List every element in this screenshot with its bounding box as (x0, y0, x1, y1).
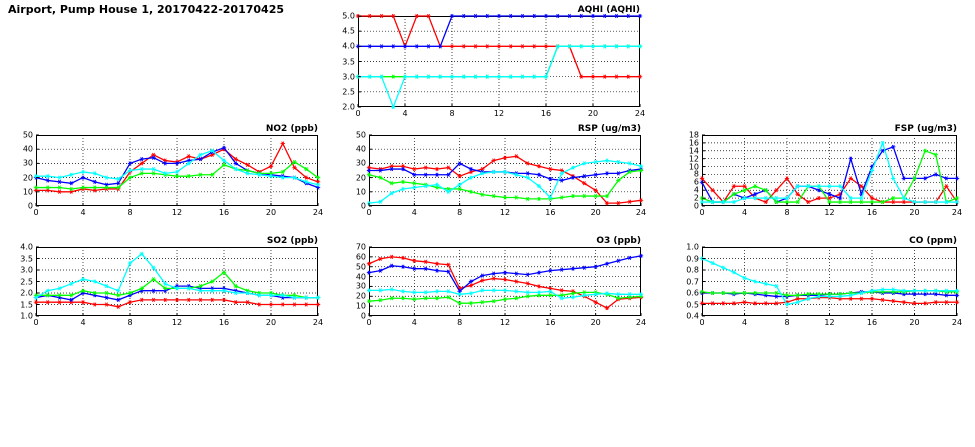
y-tick-label: 50 (355, 262, 366, 272)
plot-title-rsp: RSP (ug/m3) (577, 124, 641, 134)
x-tick-label: 16 (218, 208, 230, 217)
plot-title-o3: O3 (ppb) (596, 236, 641, 246)
y-tick-label: 30 (355, 281, 366, 291)
x-tick-label: 0 (33, 318, 39, 327)
x-tick-label: 20 (587, 109, 599, 118)
x-tick-label: 20 (590, 208, 601, 217)
y-tick-label: 12 (688, 154, 699, 164)
x-tick-label: 4 (80, 318, 86, 327)
y-tick-label: 70 (355, 242, 366, 252)
x-tick-label: 20 (909, 208, 920, 217)
chart-panel-fsp (676, 124, 963, 220)
x-tick-label: 24 (635, 208, 647, 217)
y-tick-label: 14 (688, 146, 699, 156)
x-tick-label: 20 (590, 318, 601, 327)
y-tick-label: 18 (688, 130, 699, 140)
chart-svg-no2 (10, 130, 320, 220)
x-tick-label: 24 (635, 318, 647, 327)
y-tick-label: 4.5 (342, 26, 355, 36)
page-title: Airport, Pump House 1, 20170422-20170425 (8, 3, 285, 16)
x-tick-label: 12 (824, 208, 835, 217)
y-tick-label: 3.5 (20, 254, 33, 263)
y-tick-label: 5.0 (342, 11, 355, 21)
y-tick-label: 2.0 (20, 288, 33, 298)
y-tick-label: 40 (22, 144, 33, 154)
y-tick-label: 3.0 (20, 265, 33, 275)
plot-title-no2: NO2 (ppb) (265, 124, 318, 134)
y-tick-label: 20 (22, 173, 33, 183)
x-tick-label: 24 (951, 318, 963, 327)
y-tick-label: 0.9 (686, 254, 699, 263)
x-tick-label: 24 (312, 318, 324, 327)
chart-panel-aqhi (332, 5, 646, 121)
x-tick-label: 12 (499, 208, 511, 217)
y-tick-label: 3.5 (342, 57, 355, 66)
y-tick-label: 0.4 (686, 311, 699, 321)
y-tick-label: 10 (355, 301, 366, 311)
x-tick-label: 12 (493, 109, 505, 118)
x-tick-label: 4 (741, 208, 748, 217)
x-tick-label: 12 (824, 318, 835, 327)
y-tick-label: 20 (355, 291, 366, 301)
y-tick-label: 50 (22, 130, 33, 140)
x-tick-label: 8 (449, 109, 455, 118)
y-tick-label: 2.5 (342, 87, 355, 97)
x-tick-label: 0 (355, 109, 361, 118)
chart-panel-so2 (10, 236, 324, 330)
y-tick-label: 6 (693, 177, 699, 187)
x-tick-label: 24 (951, 208, 963, 217)
plot-title-co: CO (ppm) (909, 236, 957, 246)
y-tick-label: 16 (688, 138, 699, 148)
y-tick-label: 0.8 (686, 265, 699, 275)
y-tick-label: 2 (693, 193, 699, 203)
y-tick-label: 0 (693, 201, 699, 211)
x-tick-label: 20 (909, 318, 920, 327)
x-tick-label: 4 (402, 109, 408, 118)
y-tick-label: 4.0 (20, 242, 33, 252)
x-tick-label: 0 (366, 208, 372, 217)
series-line-20170425 (702, 143, 957, 202)
y-tick-label: 8 (693, 169, 699, 179)
x-tick-label: 16 (866, 208, 878, 217)
y-tick-label: 0.6 (686, 288, 699, 298)
plot-title-fsp: FSP (ug/m3) (894, 124, 957, 134)
x-tick-label: 0 (699, 318, 705, 327)
x-tick-label: 4 (80, 208, 86, 217)
y-tick-label: 20 (355, 173, 366, 183)
chart-svg-fsp (676, 130, 959, 220)
x-tick-label: 4 (411, 318, 417, 327)
x-tick-label: 8 (784, 208, 790, 217)
series-markers-20170423 (34, 146, 320, 190)
y-tick-label: 40 (355, 272, 366, 282)
y-tick-label: 10 (688, 162, 699, 172)
y-tick-label: 0.7 (686, 277, 699, 286)
y-tick-label: 10 (355, 187, 366, 197)
x-tick-label: 12 (499, 318, 511, 327)
x-tick-label: 24 (312, 208, 324, 217)
x-tick-label: 16 (545, 208, 556, 217)
x-tick-label: 16 (866, 318, 878, 327)
y-tick-label: 40 (355, 144, 366, 154)
x-tick-label: 0 (33, 208, 39, 217)
y-tick-label: 2.5 (20, 277, 33, 286)
x-tick-label: 8 (784, 318, 790, 327)
y-tick-label: 30 (355, 158, 366, 168)
x-tick-label: 4 (411, 208, 417, 217)
y-tick-label: 10 (22, 187, 33, 197)
x-tick-label: 16 (540, 109, 552, 118)
y-tick-label: 50 (355, 130, 366, 140)
y-tick-label: 60 (355, 252, 366, 262)
y-tick-label: 0 (27, 201, 33, 211)
x-tick-label: 8 (127, 208, 133, 217)
chart-svg-aqhi (332, 11, 642, 121)
y-tick-label: 0 (360, 311, 366, 321)
x-tick-label: 20 (265, 318, 277, 327)
x-tick-label: 20 (265, 208, 277, 217)
plot-title-so2: SO2 (ppb) (266, 236, 318, 246)
chart-panel-no2 (10, 124, 324, 220)
y-tick-label: 0.5 (686, 300, 699, 309)
chart-panel-rsp (343, 124, 647, 220)
x-tick-label: 0 (366, 318, 372, 327)
x-tick-label: 16 (545, 318, 556, 327)
series-line-20170422 (369, 257, 641, 308)
chart-panel-co (676, 236, 963, 330)
y-tick-label: 1.5 (20, 300, 33, 309)
series-line-20170422 (36, 300, 318, 307)
x-tick-label: 16 (218, 318, 230, 327)
chart-panel-o3 (343, 236, 647, 330)
series-line-20170424 (36, 272, 318, 297)
x-tick-label: 4 (741, 318, 748, 327)
series-line-20170425 (36, 254, 318, 298)
chart-svg-rsp (343, 130, 643, 220)
x-tick-label: 24 (634, 109, 646, 118)
y-tick-label: 4 (693, 185, 699, 195)
x-tick-label: 8 (457, 318, 463, 327)
y-tick-label: 0 (360, 201, 366, 211)
y-tick-label: 1.0 (20, 311, 33, 321)
x-tick-label: 0 (699, 208, 705, 217)
x-tick-label: 12 (171, 318, 183, 327)
x-tick-label: 12 (171, 208, 183, 217)
y-tick-label: 2.0 (342, 102, 355, 112)
y-tick-label: 3.0 (342, 72, 355, 82)
x-tick-label: 8 (457, 208, 463, 217)
plot-title-aqhi: AQHI (AQHI) (577, 5, 640, 15)
y-tick-label: 4.0 (342, 41, 355, 51)
y-tick-label: 1.0 (686, 242, 699, 252)
y-tick-label: 30 (22, 158, 33, 168)
x-tick-label: 8 (127, 318, 133, 327)
